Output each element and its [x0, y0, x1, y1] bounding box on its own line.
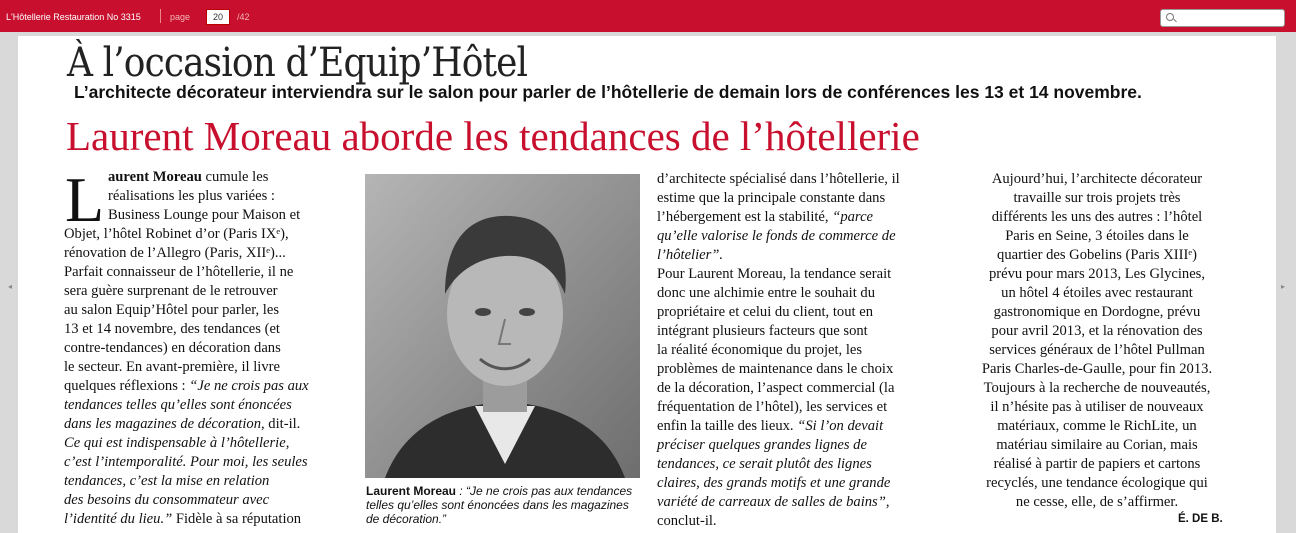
- column-line: recyclés, une tendance écologique qui: [986, 475, 1208, 491]
- quote-line: tendances telles qu’elles sont énoncées: [64, 397, 292, 413]
- quote-text: l’identité du lieu.”: [64, 511, 173, 527]
- column-line: pour avril 2013, et la rénovation des: [991, 323, 1203, 339]
- column-line: conclut-il.: [657, 513, 717, 529]
- column-line: Paris en Seine, 3 étoiles dans le: [1005, 228, 1189, 244]
- column-line: donc une alchimie entre le souhait du: [657, 285, 876, 301]
- page-total: /42: [237, 12, 250, 22]
- column-line: Parfait connaisseur de l’hôtellerie, il ne: [64, 264, 294, 280]
- column-line: gastronomique en Dordogne, prévu: [993, 304, 1201, 320]
- column-line: le secteur. En avant-première, il livre: [64, 359, 280, 375]
- prev-page-arrow-icon[interactable]: ◂: [8, 282, 13, 291]
- column-line: sera guère surprenant de le retrouver: [64, 283, 278, 299]
- quote-text: “parce: [832, 209, 874, 225]
- quote-line: claires, des grands motifs et une grande: [657, 475, 891, 491]
- quote-text: dans les magazines de décoration: [64, 416, 261, 432]
- column-line: ne cesse, elle, de s’affirmer.: [1015, 494, 1179, 510]
- top-toolbar: [0, 0, 1296, 32]
- column-line: services généraux de l’hôtel Pullman: [989, 342, 1205, 358]
- column-line: il n’hésite pas à utiliser de nouveaux: [990, 399, 1204, 415]
- column-line: au salon Equip’Hôtel pour parler, les: [64, 302, 280, 318]
- column-line: Toujours à la recherche de nouveautés,: [983, 380, 1211, 396]
- quote-line: préciser quelques grandes lignes de: [657, 437, 867, 453]
- article-column-1: [64, 164, 364, 529]
- column-line: quartier des Gobelins (Paris XIIIᵉ): [997, 247, 1197, 263]
- column-text: l’hébergement est la stabilité,: [657, 209, 833, 225]
- column-line: prévu pour mars 2013, Les Glycines,: [988, 266, 1206, 282]
- article-kicker: À l’occasion d’Equip’Hôtel: [67, 40, 528, 86]
- portrait-photo: [365, 174, 640, 478]
- column-line: estime que la principale constante dans: [657, 190, 886, 206]
- column-text: quelques réflexions :: [64, 378, 190, 394]
- column-line: fréquentation de l’hôtel), les services et: [657, 399, 888, 415]
- column-line: rénovation de l’Allegro (Paris, XIIᵉ)...: [64, 245, 286, 261]
- quote-line: des besoins du consommateur avec: [64, 492, 270, 508]
- column-line: Business Lounge pour Maison et: [108, 207, 301, 223]
- column-text: , dit-il.: [261, 416, 301, 432]
- column-line: propriétaire et celui du client, tout en: [657, 304, 873, 320]
- next-page-arrow-icon[interactable]: ▸: [1281, 282, 1286, 291]
- column-text: enfin la taille des lieux.: [657, 418, 798, 434]
- quote-line: l’hôtelier”.: [657, 247, 724, 263]
- lead-text: cumule les: [201, 169, 269, 185]
- quote-text: “Je ne crois pas aux: [189, 378, 309, 394]
- author-byline: É. DE B.: [1178, 513, 1223, 525]
- publication-title: L'Hôtellerie Restauration No 3315: [6, 12, 141, 22]
- page-label: page: [170, 12, 191, 22]
- quote-line: Ce qui est indispensable à l’hôtellerie,: [64, 435, 290, 451]
- search-input[interactable]: [1179, 11, 1283, 25]
- column-line: différents les uns des autres : l’hôtel: [991, 209, 1203, 225]
- column-line: intégrant plusieurs facteurs que sont: [657, 323, 868, 339]
- caption-name: Laurent Moreau: [366, 484, 457, 498]
- page-number-input[interactable]: 20: [206, 9, 230, 25]
- column-line: Objet, l’hôtel Robinet d’or (Paris IXᵉ),: [64, 226, 289, 242]
- article-headline: Laurent Moreau aborde les tendances de l’hôtellerie: [66, 113, 920, 159]
- column-text: ,: [885, 494, 890, 510]
- column-line: travaille sur trois projets très: [1013, 190, 1181, 206]
- article-subtitle: L’architecte décorateur interviendra sur le salon pour parler de l’hôtellerie de demain lors de conférences les 13 et 14 novembre.: [74, 82, 1142, 102]
- column-line: matériau similaire au Corian, mais: [996, 437, 1198, 453]
- column-line: réalisations les plus variées :: [108, 188, 275, 204]
- quote-line: qu’elle valorise le fonds de commerce de: [657, 228, 896, 244]
- quote-line: tendances, ce serait plutôt des lignes: [657, 456, 872, 472]
- toolbar-divider: [160, 9, 161, 23]
- article-page: [18, 36, 1276, 533]
- column-line: d’architecte spécialisé dans l’hôtellerie, il: [657, 171, 900, 187]
- column-line: Aujourd’hui, l’architecte décorateur: [991, 171, 1203, 187]
- quote-line: c’est l’intemporalité. Pour moi, les seules: [64, 454, 308, 470]
- column-line: matériaux, comme le RichLite, un: [997, 418, 1197, 434]
- photo-caption: [366, 484, 651, 526]
- column-line: la réalité économique du projet, les: [657, 342, 863, 358]
- quote-text: variété de carreaux de salles de bains”: [657, 494, 886, 510]
- search-icon: [1166, 13, 1174, 21]
- search-box[interactable]: [1160, 9, 1285, 27]
- column-line: Pour Laurent Moreau, la tendance serait: [657, 266, 892, 282]
- caption-line: de décoration.”: [366, 512, 447, 526]
- quote-line: tendances, c’est la mise en relation: [64, 473, 270, 489]
- drop-cap: L: [65, 164, 105, 235]
- column-line: réalisé à partir de papiers et cartons: [993, 456, 1201, 472]
- column-line: contre-tendances) en décoration dans: [64, 340, 281, 356]
- column-line: 13 et 14 novembre, des tendances (et: [64, 321, 280, 337]
- column-line: Paris Charles-de-Gaulle, pour fin 2013.: [981, 361, 1213, 377]
- quote-text: “Si l’on devait: [797, 418, 884, 434]
- column-line: un hôtel 4 étoiles avec restaurant: [1001, 285, 1193, 301]
- column-line: de la décoration, l’aspect commercial (la: [657, 380, 895, 396]
- column-line: problèmes de maintenance dans le choix: [657, 361, 894, 377]
- portrait-illustration: [365, 174, 640, 478]
- lead-name: aurent Moreau: [108, 169, 202, 185]
- column-text: Fidèle à sa réputation: [172, 511, 302, 527]
- caption-quote: : “Je ne crois pas aux tendances: [456, 484, 633, 498]
- article-column-2: [657, 170, 942, 531]
- caption-line: telles qu’elles sont énoncées dans les magazines: [366, 498, 629, 512]
- article-column-3: [952, 170, 1242, 512]
